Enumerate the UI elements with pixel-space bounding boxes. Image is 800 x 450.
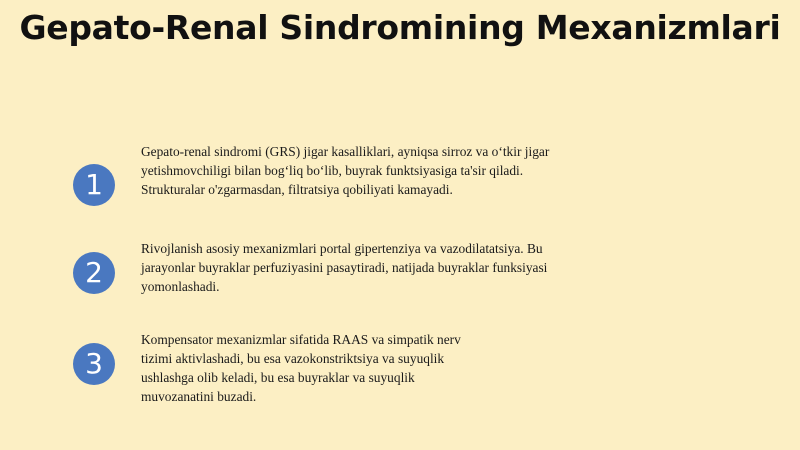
item-2-line-1: Rivojlanish asosiy mexanizmlari portal gipertenziya va vazodilatatsiya. Bu bbox=[141, 241, 543, 256]
item-1-line-3: Strukturalar o'zgarmasdan, filtratsiya qobiliyati kamayadi. bbox=[141, 182, 453, 197]
item-1-line-1: Gepato-renal sindromi (GRS) jigar kasalliklari, ayniqsa sirroz va o‘tkir jigar bbox=[141, 144, 550, 159]
number-badge-1: 1 bbox=[73, 164, 115, 206]
item-2-line-3: yomonlashadi. bbox=[141, 279, 220, 294]
item-3-line-2: tizimi aktivlashadi, bu esa vazokonstriktsiya va suyuqlik bbox=[141, 351, 445, 366]
item-1-line-2: yetishmovchiligi bilan bog‘liq bo‘lib, buyrak funktsiyasiga ta'sir qiladi. bbox=[141, 163, 524, 178]
item-3-line-4: muvozanatini buzadi. bbox=[141, 389, 257, 404]
number-badge-2: 2 bbox=[73, 252, 115, 294]
item-3-line-3: ushlashga olib keladi, bu esa buyraklar va suyuqlik bbox=[141, 370, 415, 385]
slide-title: Gepato-Renal Sindromining Mexanizmlari bbox=[19, 8, 781, 47]
item-2-line-2: jarayonlar buyraklar perfuziyasini pasaytiradi, natijada buyraklar funksiyasi bbox=[141, 260, 548, 275]
item-text-2 bbox=[141, 239, 547, 296]
item-text-3 bbox=[141, 330, 461, 406]
number-badge-3: 3 bbox=[73, 343, 115, 385]
item-3-line-1: Kompensator mexanizmlar sifatida RAAS va simpatik nerv bbox=[141, 332, 461, 347]
item-text-1 bbox=[141, 142, 549, 199]
